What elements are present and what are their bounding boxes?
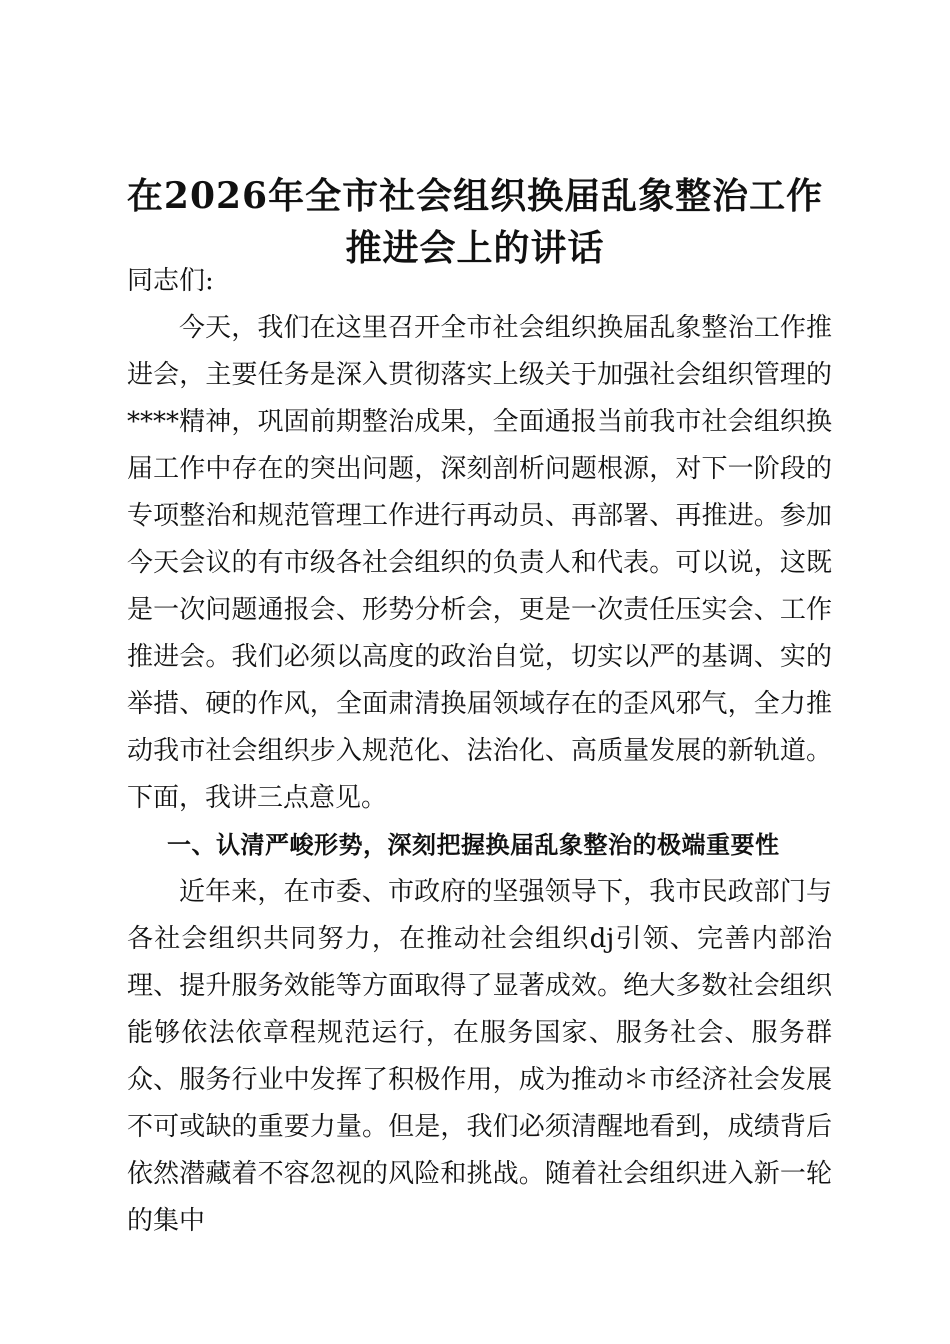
- title-line-2: 推进会上的讲话: [345, 227, 605, 269]
- title-line-1: 在2026年全市社会组织换届乱象整治工作: [126, 175, 824, 217]
- document-body: [127, 258, 832, 1245]
- section-heading-1: 一、认清严峻形势，深刻把握换届乱象整治的极端重要性: [167, 831, 780, 859]
- section-1-paragraph: 近年来，在市委、市政府的坚强领导下，我市民政部门与各社会组织共同努力，在推动社会组织dj引领、完善内部治理、提升服务效能等方面取得了显著成效。绝大多数社会组织能够依法依章程规范运行，在服务国家、服务社会、服务群众、服务行业中发挥了积极作用，成为推动＊市经济社会发展不可或缺的重要力量。但是，我们必须清醒地看到，成绩背后依然潜藏着不容忽视的风险和挑战。随着社会组织进入新一轮的集中: [127, 877, 832, 1236]
- salutation: 同志们:: [127, 266, 214, 296]
- opening-paragraph: 今天，我们在这里召开全市社会组织换届乱象整治工作推进会，主要任务是深入贯彻落实上级关于加强社会组织管理的****精神，巩固前期整治成果，全面通报当前我市社会组织换届工作中存在的突出问题，深刻剖析问题根源，对下一阶段的专项整治和规范管理工作进行再动员、再部署、再推进。参加今天会议的有市级各社会组织的负责人和代表。可以说，这既是一次问题通报会、形势分析会，更是一次责任压实会、工作推进会。我们必须以高度的政治自觉，切实以严的基调、实的举措、硬的作风，全面肃清换届领域存在的歪风邪气，全力推动我市社会组织步入规范化、法治化、高质量发展的新轨道。下面，我讲三点意见。: [127, 313, 832, 813]
